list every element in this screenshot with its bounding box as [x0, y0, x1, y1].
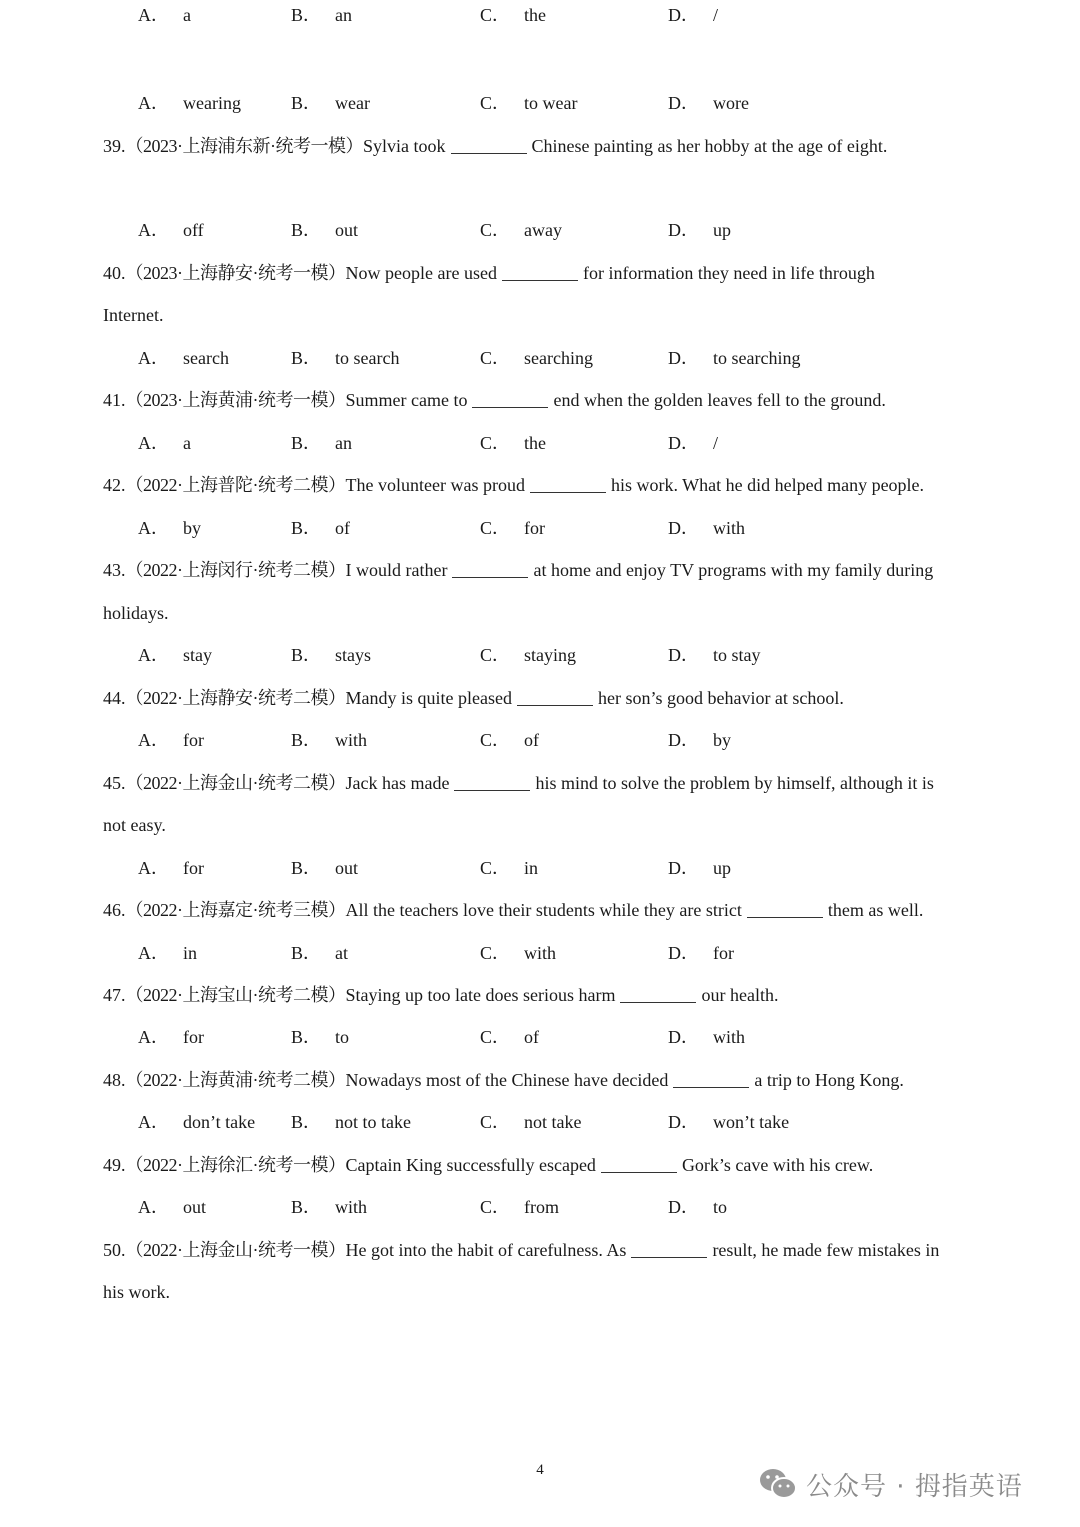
option-text: up [713, 220, 731, 240]
question-continuation [0, 810, 1080, 840]
option-letter: D． [668, 433, 699, 453]
option-c [480, 88, 578, 118]
question-number: 39. [103, 136, 126, 156]
answer-blank [502, 262, 578, 281]
question-text-before: Staying up too late does serious harm [345, 985, 616, 1005]
option-letter: B． [291, 433, 322, 453]
option-letter: D． [668, 1197, 699, 1217]
option-text: of [524, 730, 540, 750]
option-letter: A． [138, 348, 169, 368]
question-text-after: for information they need in life through [582, 263, 875, 283]
question-text [103, 683, 980, 713]
option-a [138, 938, 197, 968]
option-letter: C． [480, 93, 511, 113]
question-text-after: her son’s good behavior at school. [597, 688, 844, 708]
question-text [103, 980, 980, 1010]
option-text: don’t take [183, 1112, 256, 1132]
option-letter: A． [138, 5, 169, 25]
question-text-before: The volunteer was proud [345, 475, 525, 495]
option-d [668, 1192, 727, 1222]
question-stem [0, 1235, 1080, 1265]
option-letter: B． [291, 858, 322, 878]
question-text [103, 895, 980, 925]
option-letter: A． [138, 1197, 169, 1217]
answer-blank [601, 1154, 677, 1173]
option-letter: A． [138, 93, 169, 113]
question-text-before: Now people are used [345, 263, 497, 283]
option-text: for [183, 1027, 204, 1047]
option-c [480, 725, 539, 755]
option-text: by [183, 518, 201, 538]
option-a [138, 513, 201, 543]
option-letter: A． [138, 943, 169, 963]
option-c [480, 1192, 559, 1222]
option-letter: B． [291, 220, 322, 240]
question-text [103, 768, 980, 798]
question-text-after: our health. [701, 985, 779, 1005]
question-source: （2022·上海金山·统考一模） [125, 1240, 346, 1260]
option-letter: A． [138, 1112, 169, 1132]
option-letter: C． [480, 858, 511, 878]
option-text: / [713, 433, 719, 453]
options-row [0, 215, 1080, 245]
option-a [138, 640, 212, 670]
option-text: staying [524, 645, 577, 665]
question-stem [0, 470, 1080, 500]
option-letter: C． [480, 943, 511, 963]
option-letter: D． [668, 645, 699, 665]
option-text: out [335, 220, 359, 240]
option-letter: C． [480, 1027, 511, 1047]
option-b [291, 1022, 349, 1052]
option-letter: B． [291, 943, 322, 963]
option-letter: C． [480, 1112, 511, 1132]
option-text: off [183, 220, 204, 240]
option-text: for [524, 518, 546, 538]
question-number: 49. [103, 1155, 126, 1175]
option-d [668, 1022, 745, 1052]
option-text: stays [335, 645, 372, 665]
option-letter: D． [668, 93, 699, 113]
answer-blank [451, 135, 527, 154]
option-letter: D． [668, 943, 699, 963]
option-text: search [183, 348, 229, 368]
question-stem [0, 1065, 1080, 1095]
option-letter: C． [480, 1197, 511, 1217]
question-number: 40. [103, 263, 126, 283]
question-number: 43. [103, 560, 126, 580]
options-row [0, 343, 1080, 373]
option-c [480, 938, 556, 968]
option-b [291, 938, 348, 968]
option-letter: B． [291, 518, 322, 538]
answer-blank [631, 1239, 707, 1258]
question-text-before: All the teachers love their students while they are strict [345, 900, 742, 920]
option-c [480, 428, 546, 458]
option-letter: D． [668, 5, 699, 25]
question-source: （2022·上海金山·统考二模） [125, 773, 346, 793]
question-continuation [0, 300, 1080, 330]
question-text-before: Mandy is quite pleased [345, 688, 512, 708]
option-d [668, 513, 745, 543]
option-text: the [524, 433, 547, 453]
option-letter: A． [138, 1027, 169, 1047]
question-source: （2022·上海闵行·统考二模） [125, 560, 346, 580]
option-a [138, 428, 191, 458]
option-a [138, 853, 204, 883]
answer-blank [517, 687, 593, 706]
option-text: of [524, 1027, 540, 1047]
option-text: won’t take [713, 1112, 790, 1132]
question-text [103, 1150, 980, 1180]
answer-blank [452, 559, 528, 578]
question-text-before: I would rather [345, 560, 448, 580]
option-text: / [713, 5, 719, 25]
option-letter: A． [138, 518, 169, 538]
options-row [0, 1192, 1080, 1222]
question-source: （2022·上海普陀·统考二模） [125, 475, 346, 495]
page-number: 4 [536, 1462, 544, 1478]
question-text-after: result, he made few mistakes in [712, 1240, 940, 1260]
option-text: for [183, 858, 204, 878]
watermark [758, 1466, 1023, 1502]
options-row [0, 853, 1080, 883]
option-text: to searching [713, 348, 801, 368]
option-letter: B． [291, 1112, 322, 1132]
option-letter: D． [668, 348, 699, 368]
option-c [480, 513, 545, 543]
question-text-after: end when the golden leaves fell to the ground. [553, 390, 886, 410]
question-source: （2022·上海徐汇·统考一模） [125, 1155, 346, 1175]
option-text: not to take [335, 1112, 411, 1132]
question-source: （2022·上海宝山·统考二模） [125, 985, 346, 1005]
option-letter: C． [480, 348, 511, 368]
question-number: 41. [103, 390, 126, 410]
option-text: out [183, 1197, 207, 1217]
question-text-before: He got into the habit of carefulness. As [345, 1240, 627, 1260]
option-text: from [524, 1197, 560, 1217]
option-b [291, 853, 358, 883]
option-b [291, 1107, 411, 1137]
options-row [0, 1022, 1080, 1052]
question-number: 45. [103, 773, 126, 793]
option-d [668, 88, 749, 118]
option-letter: D． [668, 518, 699, 538]
question-text-after: his work. What he did helped many people. [610, 475, 925, 495]
option-letter: C． [480, 5, 511, 25]
answer-blank [530, 474, 606, 493]
question-source: （2022·上海嘉定·统考三模） [125, 900, 346, 920]
question-text-continued: not easy. [103, 815, 166, 835]
option-c [480, 215, 562, 245]
option-b [291, 1192, 367, 1222]
option-text: out [335, 858, 359, 878]
option-text: wore [713, 93, 749, 113]
options-row [0, 640, 1080, 670]
option-d [668, 725, 731, 755]
option-a [138, 0, 191, 30]
option-letter: B． [291, 348, 322, 368]
options-row [0, 428, 1080, 458]
question-text-before: Captain King successfully escaped [345, 1155, 596, 1175]
question-source: （2023·上海浦东新·统考一模） [125, 136, 363, 156]
question-text [103, 1235, 980, 1265]
watermark-text: 公众号 · 拇指英语 [806, 1471, 1023, 1502]
option-letter: A． [138, 433, 169, 453]
question-text-after: Gork’s cave with his crew. [681, 1155, 874, 1175]
option-c [480, 1107, 582, 1137]
question-source: （2022·上海静安·统考二模） [125, 688, 346, 708]
options-row [0, 0, 1080, 30]
option-a [138, 1022, 204, 1052]
option-letter: C． [480, 730, 511, 750]
option-text: at [335, 943, 349, 963]
option-text: to search [335, 348, 400, 368]
option-letter: C． [480, 518, 511, 538]
question-stem [0, 131, 1080, 161]
question-text-before: Sylvia took [363, 136, 446, 156]
question-number: 42. [103, 475, 126, 495]
option-letter: B． [291, 1027, 322, 1047]
question-number: 50. [103, 1240, 126, 1260]
option-letter: B． [291, 5, 322, 25]
option-letter: D． [668, 1027, 699, 1047]
option-d [668, 0, 718, 30]
question-number: 44. [103, 688, 126, 708]
option-a [138, 725, 204, 755]
option-text: the [524, 5, 547, 25]
option-a [138, 343, 229, 373]
option-b [291, 215, 358, 245]
option-letter: A． [138, 645, 169, 665]
option-text: to [335, 1027, 350, 1047]
question-source: （2023·上海黄浦·统考一模） [125, 390, 346, 410]
option-text: with [335, 730, 368, 750]
option-b [291, 88, 370, 118]
option-b [291, 513, 350, 543]
option-letter: A． [138, 220, 169, 240]
option-text: searching [524, 348, 593, 368]
option-letter: B． [291, 1197, 322, 1217]
option-text: in [183, 943, 198, 963]
option-text: for [713, 943, 734, 963]
question-continuation [0, 1277, 1080, 1307]
question-number: 46. [103, 900, 126, 920]
option-letter: C． [480, 433, 511, 453]
option-c [480, 1022, 539, 1052]
options-row [0, 513, 1080, 543]
question-text-after: a trip to Hong Kong. [754, 1070, 904, 1090]
question-text [103, 1065, 980, 1095]
question-text [103, 131, 980, 161]
option-letter: D． [668, 858, 699, 878]
option-text: an [335, 433, 353, 453]
question-source: （2023·上海静安·统考一模） [125, 263, 346, 283]
option-c [480, 853, 538, 883]
option-c [480, 0, 546, 30]
option-text: in [524, 858, 539, 878]
option-c [480, 640, 576, 670]
question-continuation [0, 598, 1080, 628]
question-stem [0, 768, 1080, 798]
option-letter: C． [480, 645, 511, 665]
question-text-before: Summer came to [345, 390, 468, 410]
options-row [0, 1107, 1080, 1137]
option-d [668, 343, 800, 373]
question-stem [0, 258, 1080, 288]
option-b [291, 725, 367, 755]
option-d [668, 428, 718, 458]
question-stem [0, 980, 1080, 1010]
option-text: a [183, 5, 191, 25]
option-text: with [524, 943, 557, 963]
option-d [668, 1107, 789, 1137]
option-text: to [713, 1197, 728, 1217]
option-text: not take [524, 1112, 582, 1132]
question-text-after: his mind to solve the problem by himself, although it is [535, 773, 934, 793]
question-stem [0, 555, 1080, 585]
option-text: wearing [183, 93, 241, 113]
question-text [103, 470, 980, 500]
options-row [0, 938, 1080, 968]
question-stem [0, 683, 1080, 713]
option-text: of [335, 518, 351, 538]
option-text: for [183, 730, 204, 750]
question-stem [0, 1150, 1080, 1180]
option-letter: A． [138, 858, 169, 878]
question-text-before: Nowadays most of the Chinese have decided [345, 1070, 669, 1090]
wechat-icon [758, 1467, 798, 1501]
question-text [103, 555, 980, 585]
answer-blank [454, 772, 530, 791]
question-number: 48. [103, 1070, 126, 1090]
option-letter: D． [668, 730, 699, 750]
question-text-after: them as well. [827, 900, 924, 920]
option-text: stay [183, 645, 212, 665]
option-text: to wear [524, 93, 578, 113]
option-letter: D． [668, 1112, 699, 1132]
option-text: by [713, 730, 731, 750]
option-text: to stay [713, 645, 761, 665]
option-b [291, 428, 352, 458]
option-d [668, 640, 761, 670]
option-a [138, 88, 241, 118]
answer-blank [620, 984, 696, 1003]
option-letter: A． [138, 730, 169, 750]
question-text-continued: holidays. [103, 603, 169, 623]
option-a [138, 215, 204, 245]
option-d [668, 215, 731, 245]
answer-blank [472, 389, 548, 408]
option-d [668, 853, 731, 883]
answer-blank [673, 1069, 749, 1088]
question-source: （2022·上海黄浦·统考二模） [125, 1070, 346, 1090]
option-text: a [183, 433, 191, 453]
option-d [668, 938, 734, 968]
option-text: up [713, 858, 731, 878]
question-text-after: Chinese painting as her hobby at the age of eight. [531, 136, 888, 156]
option-c [480, 343, 593, 373]
question-number: 47. [103, 985, 126, 1005]
options-row [0, 88, 1080, 118]
option-text: an [335, 5, 353, 25]
question-text-continued: his work. [103, 1282, 170, 1302]
option-letter: B． [291, 730, 322, 750]
option-text: with [713, 1027, 746, 1047]
option-letter: C． [480, 220, 511, 240]
option-text: with [335, 1197, 368, 1217]
option-b [291, 0, 352, 30]
option-letter: B． [291, 645, 322, 665]
question-stem [0, 385, 1080, 415]
option-text: away [524, 220, 562, 240]
option-b [291, 343, 399, 373]
question-stem [0, 895, 1080, 925]
question-text [103, 385, 980, 415]
option-text: wear [335, 93, 370, 113]
option-text: with [713, 518, 746, 538]
option-letter: B． [291, 93, 322, 113]
options-row [0, 725, 1080, 755]
option-letter: D． [668, 220, 699, 240]
question-text-after: at home and enjoy TV programs with my family during [533, 560, 934, 580]
question-text [103, 258, 980, 288]
option-b [291, 640, 371, 670]
question-text-before: Jack has made [345, 773, 450, 793]
option-a [138, 1107, 255, 1137]
answer-blank [747, 899, 823, 918]
question-text-continued: Internet. [103, 305, 164, 325]
option-a [138, 1192, 206, 1222]
